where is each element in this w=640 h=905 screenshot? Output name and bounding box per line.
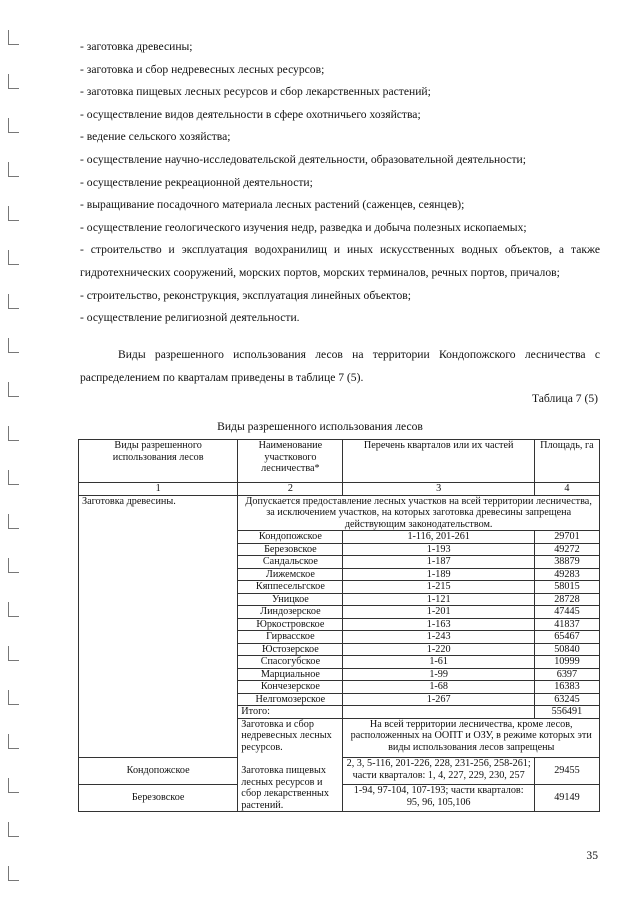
header-quarters: Перечень кварталов или их частей (343, 440, 534, 483)
quarters-cell: 1-193 (343, 543, 534, 556)
forestry-name: Линдозерское (238, 606, 343, 619)
header-use: Виды разрешенного использования лесов (79, 440, 238, 483)
list-item: - выращивание посадочного материала лесных растений (саженцев, сеянцев); (80, 198, 465, 212)
forestry-name: Березовское (79, 785, 238, 812)
list-item: - осуществление религиозной деятельности. (80, 311, 300, 325)
forestry-name: Гирвасское (238, 631, 343, 644)
area-cell: 10999 (534, 656, 599, 669)
section-note: Допускается предоставление лесных участков на всей территории лесничества, за исключением участков, на которых заготовка древесины запрещена действующим законодательством. (238, 495, 600, 531)
column-number-row (79, 483, 600, 496)
page-number: 35 (586, 849, 598, 862)
total-label: Итого: (238, 706, 343, 719)
quarters-cell: 1-189 (343, 568, 534, 581)
header-area: Площадь, га (534, 440, 599, 483)
quarters-cell: 1-94, 97-104, 107-193; части кварталов: 95, 96, 105,106 (343, 785, 534, 812)
quarters-cell: 1-61 (343, 656, 534, 669)
forestry-name: Кяппесельгское (238, 581, 343, 594)
binding-marks (0, 0, 30, 905)
col-number: 2 (238, 483, 343, 496)
total-value: 556491 (534, 706, 599, 719)
col-number: 1 (79, 483, 238, 496)
col-number: 3 (343, 483, 534, 496)
area-cell: 49272 (534, 543, 599, 556)
forestry-name: Спасогубское (238, 656, 343, 669)
quarters-cell: 1-267 (343, 693, 534, 706)
quarters-cell: 1-121 (343, 593, 534, 606)
area-cell: 58015 (534, 581, 599, 594)
forestry-name: Березовское (238, 543, 343, 556)
list-item: - ведение сельского хозяйства; (80, 130, 231, 144)
area-cell: 63245 (534, 693, 599, 706)
table-title: Виды разрешенного использования лесов (217, 420, 423, 433)
use-type-b: Заготовка пищевых лесных ресурсов и сбор лекарственных растений. (241, 765, 329, 811)
quarters-cell: 2, 3, 5-116, 201-226, 228, 231-256, 258-261; части кварталов: 1, 4, 227, 229, 230, 257 (343, 758, 534, 785)
list-item: - осуществление геологического изучения недр, разведка и добыча полезных ископаемых; (80, 220, 527, 234)
forestry-name: Сандальское (238, 556, 343, 569)
forestry-name: Уницкое (238, 593, 343, 606)
area-cell: 29455 (534, 758, 599, 785)
list-item: - заготовка пищевых лесных ресурсов и сбор лекарственных растений; (80, 85, 431, 99)
list-item: - заготовка и сбор недревесных лесных ресурсов; (80, 62, 325, 76)
forestry-name: Нелгомозерское (238, 693, 343, 706)
area-cell: 41837 (534, 618, 599, 631)
quarters-cell: 1-220 (343, 643, 534, 656)
quarters-cell: 1-163 (343, 618, 534, 631)
list-item: - осуществление рекреационной деятельности; (80, 175, 313, 189)
quarters-cell: 1-243 (343, 631, 534, 644)
forestry-name: Кондопожское (238, 531, 343, 544)
list-item: - заготовка древесины; (80, 40, 193, 53)
forestry-name: Юстозерское (238, 643, 343, 656)
uses-list (80, 36, 600, 330)
forestry-name: Марциальное (238, 668, 343, 681)
forestry-name: Юркостровское (238, 618, 343, 631)
area-cell: 6397 (534, 668, 599, 681)
area-cell: 47445 (534, 606, 599, 619)
use-type-cell: Заготовка древесины. (79, 495, 238, 758)
area-cell: 29701 (534, 531, 599, 544)
area-cell: 65467 (534, 631, 599, 644)
area-cell: 16383 (534, 681, 599, 694)
list-item: - строительство и эксплуатация водохранилищ и иных искусственных водных объектов, а также гидротехнических сооружений, морских портов, морских терминалов, речных портов, причалов; (80, 243, 600, 279)
quarters-cell: 1-116, 201-261 (343, 531, 534, 544)
quarters-cell: 1-99 (343, 668, 534, 681)
quarters-cell: 1-201 (343, 606, 534, 619)
col-number: 4 (534, 483, 599, 496)
forestry-name: Кондопожское (79, 758, 238, 785)
list-item: - осуществление научно-исследовательской деятельности, образовательной деятельности; (80, 152, 526, 166)
list-item: - осуществление видов деятельности в сфере охотничьего хозяйства; (80, 107, 421, 121)
intro-paragraph: Виды разрешенного использования лесов на территории Кондопожского лесничества с распределением по кварталам приведены в таблице 7 (5). (80, 348, 600, 384)
use-type-cell (238, 718, 343, 812)
uses-table (78, 439, 600, 812)
forestry-name: Лижемское (238, 568, 343, 581)
table-row (79, 495, 600, 531)
area-cell: 38879 (534, 556, 599, 569)
area-cell: 49149 (534, 785, 599, 812)
table-number: Таблица 7 (5) (531, 392, 598, 405)
area-cell: 28728 (534, 593, 599, 606)
list-item: - строительство, реконструкция, эксплуатация линейных объектов; (80, 288, 411, 302)
use-type-a: Заготовка и сбор недревесных лесных ресурсов. (241, 718, 332, 753)
forestry-name: Кончезерское (238, 681, 343, 694)
area-cell: 49283 (534, 568, 599, 581)
quarters-cell: 1-68 (343, 681, 534, 694)
quarters-cell: 1-187 (343, 556, 534, 569)
header-forestry: Наименование участкового лесничества* (238, 440, 343, 483)
quarters-cell: 1-215 (343, 581, 534, 594)
table-header-row (79, 440, 600, 483)
section-note: На всей территории лесничества, кроме лесов, расположенных на ООПТ и ОЗУ, в режиме которых эти виды использования лесов запрещены (343, 718, 600, 758)
area-cell: 50840 (534, 643, 599, 656)
